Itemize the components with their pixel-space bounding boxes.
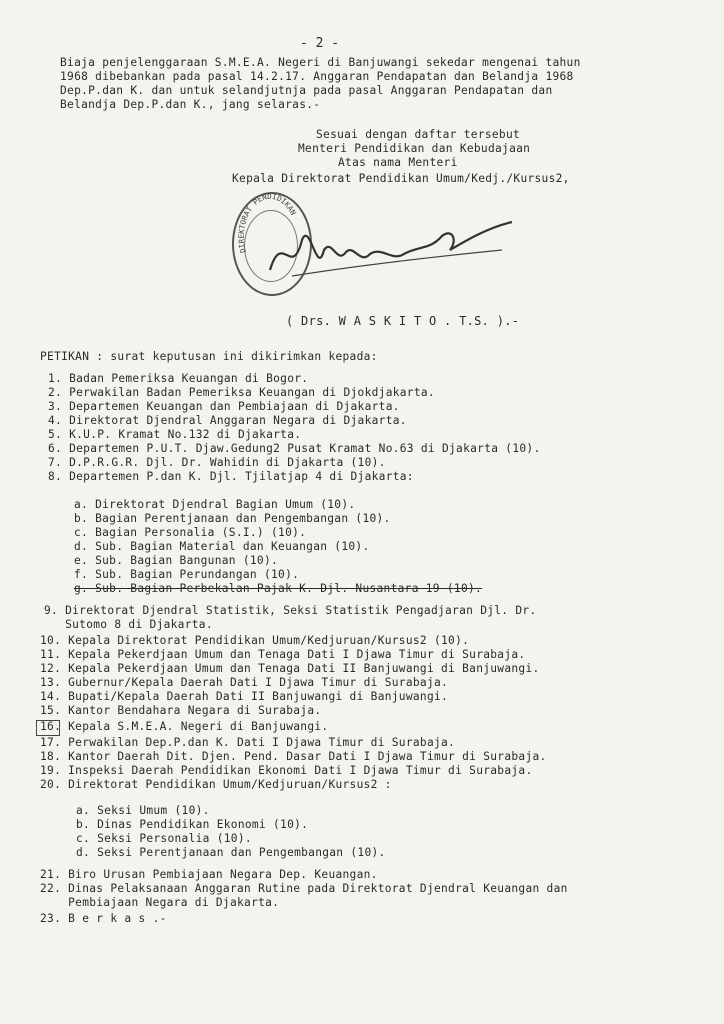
recipient-8c: c. Bagian Personalia (S.I.) (10).	[74, 526, 307, 539]
recipient-3: 3. Departemen Keuangan dan Pembiajaan di Djakarta.	[48, 400, 400, 413]
recipient-15: 15. Kantor Bendahara Negara di Surabaja.	[40, 704, 322, 717]
recipient-20c: c. Seksi Personalia (10).	[76, 832, 252, 845]
intro-line-2: 1968 dibebankan pada pasal 14.2.17. Anggaran Pendapatan dan Belandja 1968	[60, 70, 574, 83]
recipient-19: 19. Inspeksi Daerah Pendidikan Ekonomi Dati I Djawa Timur di Surabaja.	[40, 764, 533, 777]
recipient-20d: d. Seksi Perentjanaan dan Pengembangan (10).	[76, 846, 386, 859]
recipient-17: 17. Perwakilan Dep.P.dan K. Dati I Djawa Timur di Surabaja.	[40, 736, 456, 749]
recipient-8g: g. Sub. Bagian Perbekalan Pajak K. Djl. Nusantara 19 (10).	[74, 582, 483, 595]
recipient-13: 13. Gubernur/Kepala Daerah Dati I Djawa Timur di Surabaja.	[40, 676, 449, 689]
signature-line-2: Menteri Pendidikan dan Kebudajaan	[298, 142, 531, 155]
recipient-7: 7. D.P.R.G.R. Djl. Dr. Wahidin di Djakarta (10).	[48, 456, 386, 469]
recipient-11: 11. Kepala Pekerdjaan Umum dan Tenaga Dati I Djawa Timur di Surabaja.	[40, 648, 526, 661]
signature-svg	[262, 210, 522, 290]
signature-line-1: Sesuai dengan daftar tersebut	[316, 128, 521, 141]
signer-name: ( Drs. W A S K I T O . T.S. ).-	[286, 314, 520, 328]
recipient-10: 10. Kepala Direktorat Pendidikan Umum/Kedjuruan/Kursus2 (10).	[40, 634, 470, 647]
recipient-22: 22. Dinas Pelaksanaan Anggaran Rutine pada Direktorat Djendral Keuangan dan	[40, 882, 568, 895]
stamp-text: DIREKTORAT PENDIDIKAN	[236, 192, 298, 254]
recipient-4: 4. Direktorat Djendral Anggaran Negara di Djakarta.	[48, 414, 407, 427]
recipient-9-cont: Sutomo 8 di Djakarta.	[44, 618, 213, 631]
recipient-8b: b. Bagian Perentjanaan dan Pengembangan (10).	[74, 512, 391, 525]
recipient-1: 1. Badan Pemeriksa Keuangan di Bogor.	[48, 372, 309, 385]
recipient-18: 18. Kantor Daerah Dit. Djen. Pend. Dasar Dati I Djawa Timur di Surabaja.	[40, 750, 547, 763]
recipient-8f: f. Sub. Bagian Perundangan (10).	[74, 568, 300, 581]
recipient-22-cont: Pembiajaan Negara di Djakarta.	[40, 896, 280, 909]
recipient-8a: a. Direktorat Djendral Bagian Umum (10).	[74, 498, 356, 511]
recipient-12: 12. Kepala Pekerdjaan Umum dan Tenaga Dati II Banjuwangi di Banjuwangi.	[40, 662, 540, 675]
recipient-14: 14. Bupati/Kepala Daerah Dati II Banjuwangi di Banjuwangi.	[40, 690, 449, 703]
signature-line-3: Atas nama Menteri	[338, 156, 458, 169]
recipient-20: 20. Direktorat Pendidikan Umum/Kedjuruan/Kursus2 :	[40, 778, 392, 791]
recipient-8d: d. Sub. Bagian Material dan Keuangan (10).	[74, 540, 370, 553]
intro-line-4: Belandja Dep.P.dan K., jang selaras.-	[60, 98, 321, 111]
intro-line-1: Biaja penjelenggaraan S.M.E.A. Negeri di Banjuwangi sekedar mengenai tahun	[60, 56, 581, 69]
recipient-20b: b. Dinas Pendidikan Ekonomi (10).	[76, 818, 309, 831]
recipient-20a: a. Seksi Umum (10).	[76, 804, 210, 817]
recipient-21: 21. Biro Urusan Pembiajaan Negara Dep. Keuangan.	[40, 868, 378, 881]
recipient-23: 23. B e r k a s .-	[40, 912, 167, 925]
signature-line-4: Kepala Direktorat Pendidikan Umum/Kedj./Kursus2,	[232, 172, 570, 185]
petikan-heading: PETIKAN : surat keputusan ini dikirimkan kepada:	[40, 350, 378, 363]
intro-line-3: Dep.P.dan K. dan untuk selandjutnja pada pasal Anggaran Pendapatan dan	[60, 84, 553, 97]
page-number: - 2 -	[300, 36, 340, 51]
recipient-2: 2. Perwakilan Badan Pemeriksa Keuangan di Djokdjakarta.	[48, 386, 435, 399]
recipient-5: 5. K.U.P. Kramat No.132 di Djakarta.	[48, 428, 302, 441]
recipient-8e: e. Sub. Bagian Bangunan (10).	[74, 554, 279, 567]
recipient-6: 6. Departemen P.U.T. Djaw.Gedung2 Pusat Kramat No.63 di Djakarta (10).	[48, 442, 541, 455]
recipient-8: 8. Departemen P.dan K. Djl. Tjilatjap 4 di Djakarta:	[48, 470, 414, 483]
recipient-9: 9. Direktorat Djendral Statistik, Seksi Statistik Pengadjaran Djl. Dr.	[44, 604, 537, 617]
recipient-16: 16. Kepala S.M.E.A. Negeri di Banjuwangi.	[40, 720, 329, 733]
